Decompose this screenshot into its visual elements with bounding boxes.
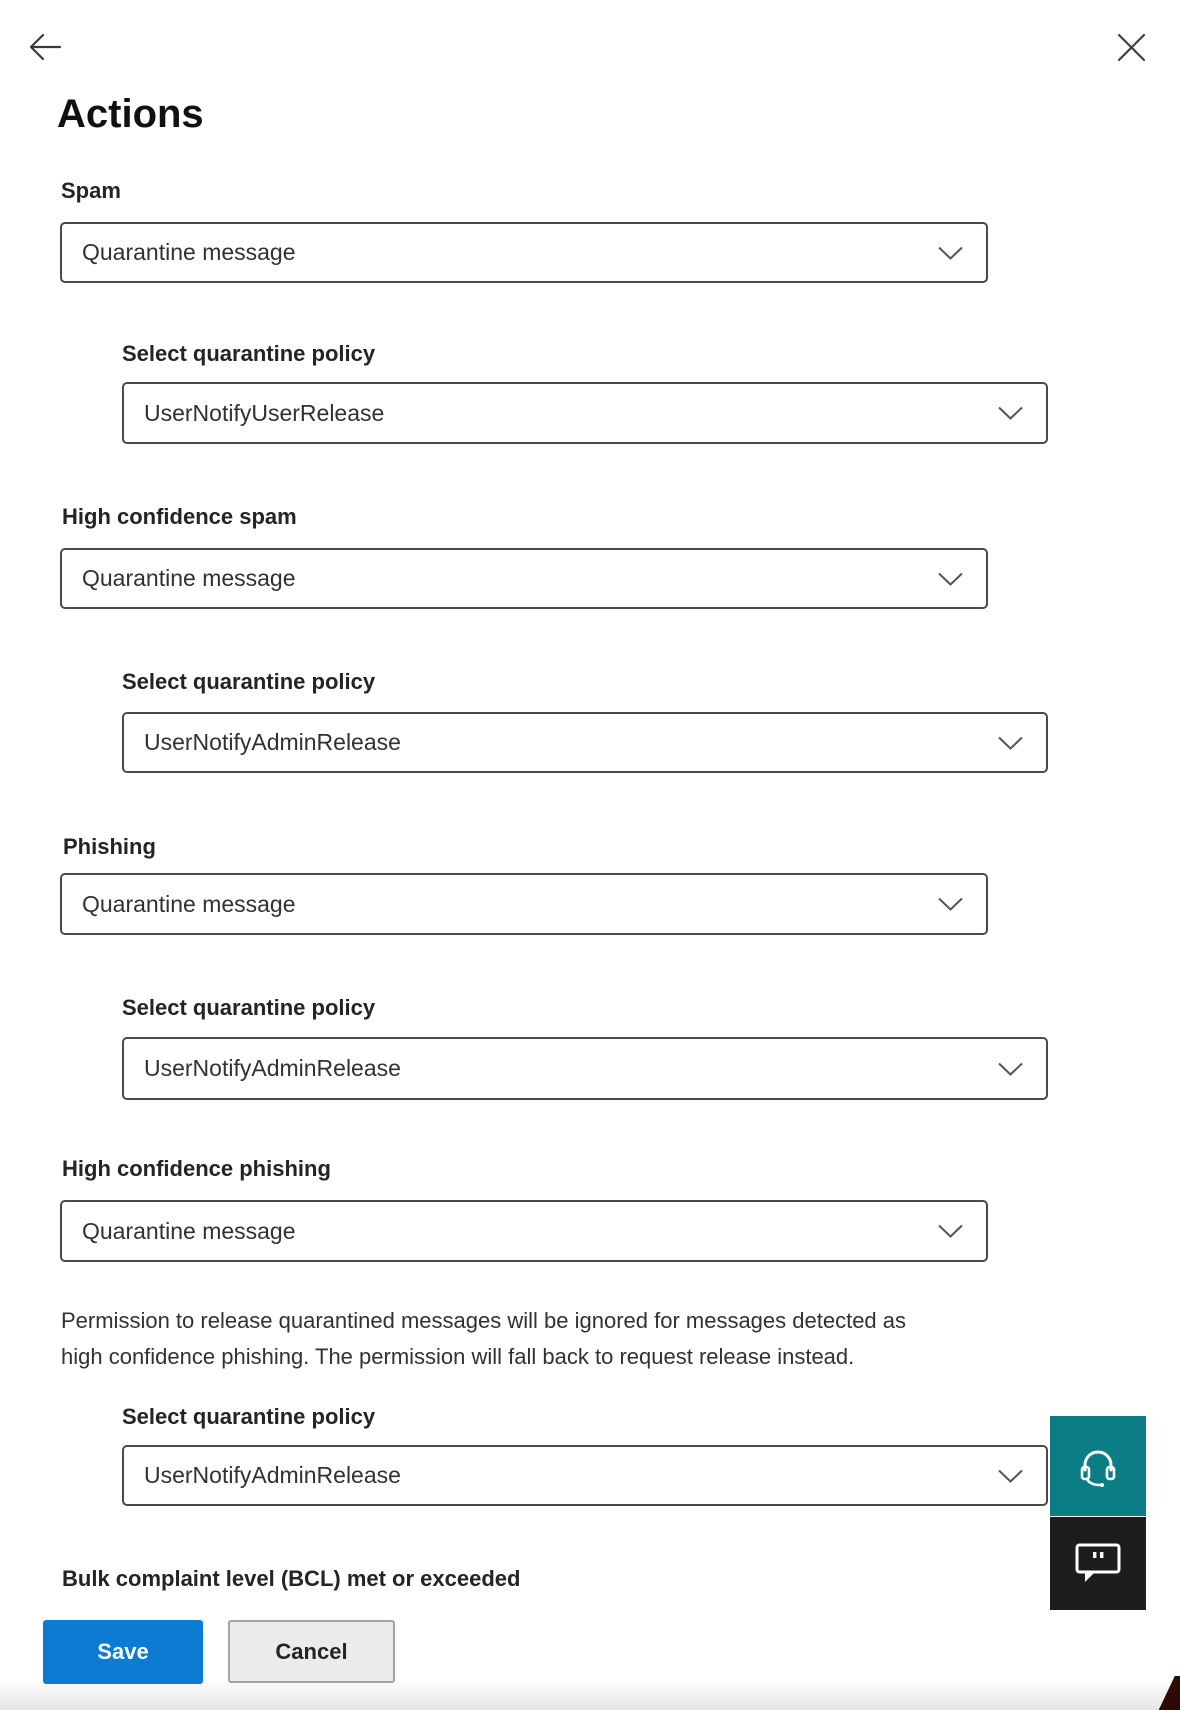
- high-confidence-spam-action-value: Quarantine message: [82, 565, 296, 591]
- chevron-down-icon: [937, 571, 964, 586]
- chat-bubble-icon: [1074, 1542, 1122, 1586]
- footer-gradient: [0, 1682, 1180, 1710]
- chevron-down-icon: [997, 1468, 1024, 1483]
- close-icon: [1117, 33, 1146, 62]
- hcp-quarantine-policy-select[interactable]: [122, 1445, 1048, 1506]
- high-confidence-phishing-action-value: Quarantine message: [82, 1217, 296, 1244]
- chevron-down-icon: [937, 245, 964, 260]
- spam-quarantine-policy-select[interactable]: [122, 382, 1048, 444]
- spam-quarantine-policy-value: UserNotifyUserRelease: [144, 399, 385, 426]
- note-line-1: Permission to release quarantined messages will be ignored for messages detected as: [61, 1308, 907, 1333]
- spam-action-select[interactable]: [60, 222, 988, 283]
- phishing-quarantine-policy-value: UserNotifyAdminRelease: [144, 1055, 401, 1081]
- feedback-widget-button[interactable]: [1050, 1517, 1146, 1610]
- headset-icon: [1075, 1443, 1121, 1489]
- hcs-quarantine-policy-select[interactable]: [122, 712, 1048, 773]
- phishing-action-value: Quarantine message: [82, 890, 296, 917]
- high-confidence-spam-action-select[interactable]: [60, 548, 988, 609]
- close-button[interactable]: [1117, 33, 1146, 62]
- cancel-button[interactable]: Cancel: [228, 1620, 395, 1683]
- high-confidence-phishing-action-select[interactable]: [60, 1200, 988, 1262]
- chevron-down-icon: [937, 1224, 964, 1239]
- phishing-quarantine-policy-select[interactable]: [122, 1037, 1048, 1100]
- phishing-quarantine-policy-label: Select quarantine policy: [122, 995, 376, 1020]
- phishing-action-select[interactable]: [60, 873, 988, 935]
- high-confidence-spam-label: High confidence spam: [62, 504, 297, 529]
- page-title: Actions: [57, 92, 204, 136]
- chevron-down-icon: [997, 1061, 1024, 1076]
- hcp-quarantine-policy-label: Select quarantine policy: [122, 1404, 376, 1429]
- hcp-permission-note: [61, 1303, 906, 1375]
- help-widget-button[interactable]: [1050, 1416, 1146, 1516]
- save-button[interactable]: Save: [43, 1620, 203, 1684]
- note-line-2: high confidence phishing. The permission will fall back to request release instead.: [61, 1344, 855, 1369]
- chevron-down-icon: [997, 406, 1024, 421]
- hcs-quarantine-policy-label: Select quarantine policy: [122, 669, 376, 694]
- bulk-complaint-level-label: Bulk complaint level (BCL) met or exceeded: [62, 1566, 521, 1591]
- high-confidence-phishing-label: High confidence phishing: [62, 1156, 331, 1181]
- back-button[interactable]: [28, 32, 62, 62]
- hcp-quarantine-policy-value: UserNotifyAdminRelease: [144, 1462, 401, 1488]
- spam-action-value: Quarantine message: [82, 239, 296, 265]
- spam-label: Spam: [61, 178, 121, 203]
- phishing-label: Phishing: [63, 834, 156, 859]
- chevron-down-icon: [937, 897, 964, 912]
- spam-quarantine-policy-label: Select quarantine policy: [122, 341, 376, 366]
- arrow-left-icon: [28, 32, 62, 62]
- chevron-down-icon: [997, 735, 1024, 750]
- hcs-quarantine-policy-value: UserNotifyAdminRelease: [144, 729, 401, 755]
